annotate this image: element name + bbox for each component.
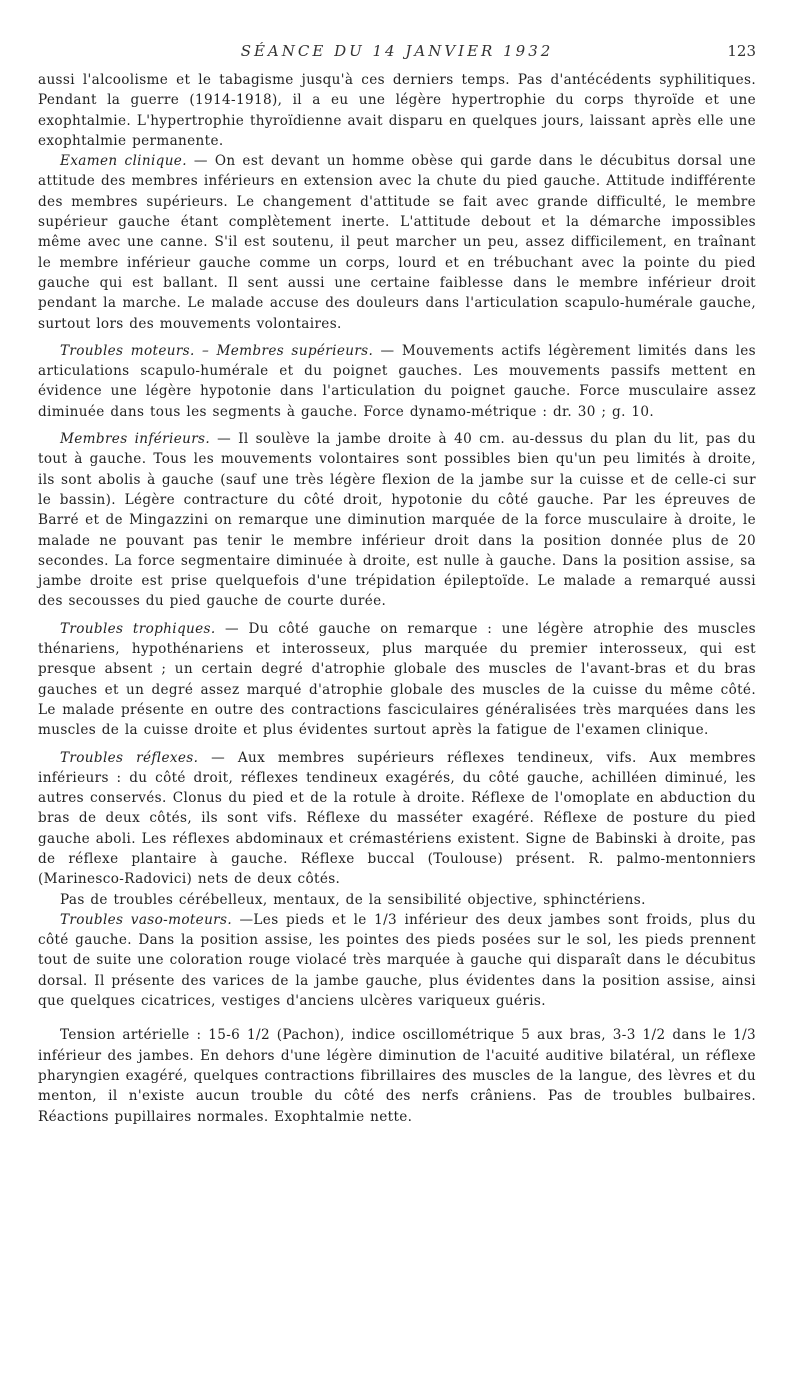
paragraph-text: — On est devant un homme obèse qui garde dans le décubitus dorsal une attitude des membres inférieurs en extension avec la chute du pied gauche. Attitude indifférente des membres supérieurs. Le changement d'attitude se fait avec grande difficulté, le membre supérieur gauche étant complètement inerte. L'attitude debout et la démarche impossibles même avec une canne. S'il est soutenu, il peut marcher un peu, assez difficilement, en traînant le membre inférieur gauche comme un corps, lourd et en trébuchant avec la pointe du pied gauche qui est ballant. Il sent aussi une certaine faiblesse dans le membre inférieur droit pendant la marche. Le malade accuse des douleurs dans l'articulation scapulo-humérale gauche, surtout lors des mouvements volontaires. <box>38 153 756 332</box>
paragraph-text: — Aux membres supérieurs réflexes tendineux, vifs. Aux membres inférieurs : du côté droit, réflexes tendineux exagérés, du côté gauche, achilléen diminué, les autres conservés. Clonus du pied et de la rotule à droite. Réflexe de l'omoplate en abduction du bras de deux côtés, ils sont vifs. Réflexe du masséter exagéré. Réflexe de posture du pied gauche aboli. Les réflexes abdominaux et crémastériens existent. Signe de Babinski à droite, pas de réflexe plantaire à gauche. Réflexe buccal (Toulouse) présent. R. palmo-mentonniers (Marinesco-Radovici) nets de deux côtés. <box>38 749 756 888</box>
paragraph <box>38 748 756 890</box>
body-text <box>38 70 756 1127</box>
paragraph <box>38 70 756 151</box>
paragraph-text: aussi l'alcoolisme et le tabagisme jusqu'à ces derniers temps. Pas d'antécédents syphilitiques. Pendant la guerre (1914-1918), il a eu une légère hypertrophie du corps thyroïde et une exophtalmie. L'hypertrophie thyroïdienne avait disparu en quelques jours, laissant après elle une exophtalmie permanente. <box>38 72 756 149</box>
paragraph-text: —Les pieds et le 1/3 inférieur des deux jambes sont froids, plus du côté gauche. Dans la position assise, les pointes des pieds posées sur le sol, les pieds prennent tout de suite une coloration rouge violacé très marquée à gauche qui disparaît dans le décubitus dorsal. Il présente des varices de la jambe gauche, plus évidentes dans la position assise, ainsi que quelques cicatrices, vestiges d'anciens ulcères variqueux guéris. <box>38 911 756 1010</box>
paragraph-heading: Troubles vaso-moteurs. <box>60 911 233 928</box>
paragraph-text: — Il soulève la jambe droite à 40 cm. au-dessus du plan du lit, pas du tout à gauche. Tous les mouvements volontaires sont possibles bien qu'un peu limités à droite, ils sont abolis à gauche (sauf une très légère flexion de la jambe sur la cuisse et de celle-ci sur le bassin). Légère contracture du côté droit, hypotonie du côté gauche. Par les épreuves de Barré et de Mingazzini on remarque une diminution marquée de la force musculaire à droite, le malade ne pouvant pas tenir le membre inférieur droit dans la position donnée plus de 20 secondes. La force segmentaire diminuée à droite, est nulle à gauche. Dans la position assise, sa jambe droite est prise quelquefois d'une trépidation épileptoïde. Le malade a remarqué aussi des secousses du pied gauche de courte durée. <box>38 431 756 610</box>
paragraph <box>38 341 756 422</box>
paragraph <box>38 429 756 612</box>
paragraph-heading: Examen clinique. <box>60 153 187 170</box>
running-title: SÉANCE DU 14 JANVIER 1932 <box>240 42 554 60</box>
paragraph-heading: Troubles trophiques. <box>60 620 216 637</box>
paragraph <box>38 151 756 334</box>
paragraph-heading: Membres inférieurs. <box>60 431 211 448</box>
paragraph-text: — Du côté gauche on remarque : une légère atrophie des muscles thénariens, hypothénariens et interosseux, plus marquée du premier interosseux, qui est presque absent ; un certain degré d'atrophie globale des muscles de l'avant-bras et du bras gauches et un degré assez marqué d'atrophie globale des muscles de la cuisse du même côté. Le malade présente en outre des contractions fasciculaires généralisées très marquées dans les muscles de la cuisse droite et plus évidentes surtout après la fatigue de l'examen clinique. <box>38 620 756 739</box>
paragraph <box>38 890 756 910</box>
paragraph <box>38 910 756 1011</box>
paragraph <box>38 619 756 741</box>
page-header <box>38 0 756 60</box>
paragraph-text: Tension artérielle : 15-6 1/2 (Pachon), indice oscillométrique 5 aux bras, 3-3 1/2 dans le 1/3 inférieur des jambes. En dehors d'une légère diminution de l'acuité auditive bilatéral, un réflexe pharyngien exagéré, quelques contractions fibrillaires des muscles de la langue, des lèvres et du menton, il n'existe aucun trouble du côté des nerfs crâniens. Pas de troubles bulbaires. Réactions pupillaires normales. Exophtalmie nette. <box>38 1027 756 1125</box>
paragraph-heading: Troubles réflexes. <box>60 749 199 766</box>
paragraph-text: — Mouvements actifs légèrement limités dans les articulations scapulo-humérale et du poignet gauches. Les mouvements passifs mettent en évidence une légère hypotonie dans l'articulation du poignet gauche. Force musculaire assez diminuée dans tous les segments à gauche. Force dynamo-métrique : dr. 30 ; g. 10. <box>38 342 756 420</box>
document-page <box>38 0 756 1125</box>
paragraph-heading: Troubles moteurs. – Membres supérieurs. <box>60 342 374 359</box>
paragraph-text: Pas de troubles cérébelleux, mentaux, de la sensibilité objective, sphinctériens. <box>60 891 646 908</box>
page-number: 123 <box>727 42 756 60</box>
paragraph <box>38 1025 756 1126</box>
